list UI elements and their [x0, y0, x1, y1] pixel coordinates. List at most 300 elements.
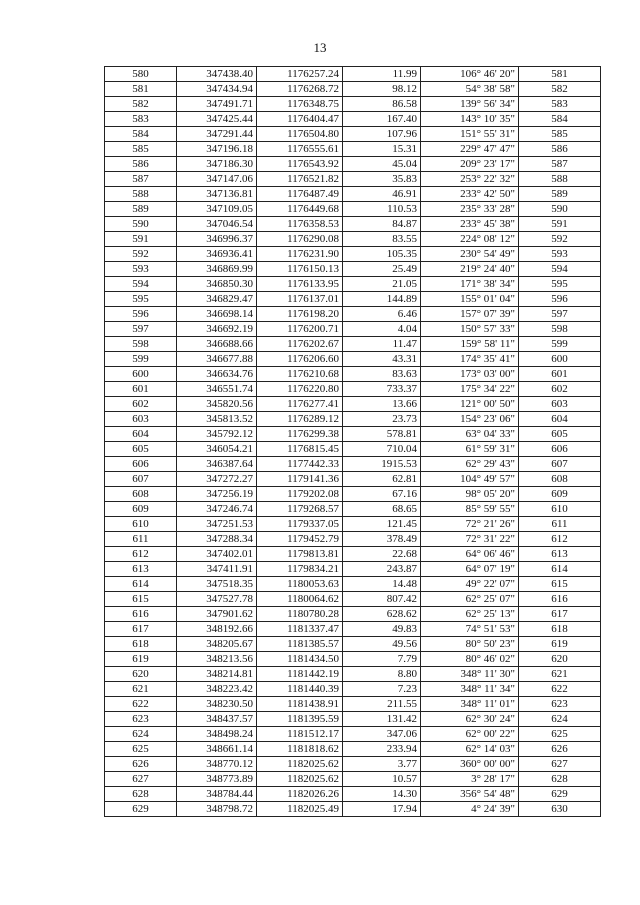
point-from-cell: 592 — [105, 247, 177, 262]
point-from-cell: 626 — [105, 757, 177, 772]
point-to-cell: 607 — [519, 457, 601, 472]
table-row — [105, 682, 601, 697]
table-row — [105, 247, 601, 262]
y-coordinate-cell: 1176210.68 — [257, 367, 343, 382]
table-row — [105, 127, 601, 142]
distance-cell: 378.49 — [343, 532, 421, 547]
point-to-cell: 583 — [519, 97, 601, 112]
table-row — [105, 712, 601, 727]
table-row — [105, 202, 601, 217]
point-to-cell: 610 — [519, 502, 601, 517]
table-row — [105, 562, 601, 577]
bearing-cell: 64° 06' 46" — [421, 547, 519, 562]
y-coordinate-cell: 1176257.24 — [257, 67, 343, 82]
point-from-cell: 615 — [105, 592, 177, 607]
table-row — [105, 187, 601, 202]
point-to-cell: 606 — [519, 442, 601, 457]
point-to-cell: 601 — [519, 367, 601, 382]
point-from-cell: 588 — [105, 187, 177, 202]
x-coordinate-cell: 346692.19 — [177, 322, 257, 337]
table-row — [105, 727, 601, 742]
y-coordinate-cell: 1181434.50 — [257, 652, 343, 667]
y-coordinate-cell: 1176206.60 — [257, 352, 343, 367]
x-coordinate-cell: 346850.30 — [177, 277, 257, 292]
point-to-cell: 595 — [519, 277, 601, 292]
table-row — [105, 532, 601, 547]
point-from-cell: 585 — [105, 142, 177, 157]
table-row — [105, 142, 601, 157]
x-coordinate-cell: 347046.54 — [177, 217, 257, 232]
table-row — [105, 97, 601, 112]
point-to-cell: 584 — [519, 112, 601, 127]
point-to-cell: 585 — [519, 127, 601, 142]
point-from-cell: 629 — [105, 802, 177, 817]
table-row — [105, 607, 601, 622]
point-to-cell: 586 — [519, 142, 601, 157]
y-coordinate-cell: 1176231.90 — [257, 247, 343, 262]
point-to-cell: 592 — [519, 232, 601, 247]
point-to-cell: 621 — [519, 667, 601, 682]
point-to-cell: 625 — [519, 727, 601, 742]
x-coordinate-cell: 345820.56 — [177, 397, 257, 412]
distance-cell: 68.65 — [343, 502, 421, 517]
distance-cell: 84.87 — [343, 217, 421, 232]
table-row — [105, 577, 601, 592]
y-coordinate-cell: 1176137.01 — [257, 292, 343, 307]
y-coordinate-cell: 1181442.19 — [257, 667, 343, 682]
table-row — [105, 772, 601, 787]
y-coordinate-cell: 1181395.59 — [257, 712, 343, 727]
point-to-cell: 602 — [519, 382, 601, 397]
point-to-cell: 593 — [519, 247, 601, 262]
point-from-cell: 618 — [105, 637, 177, 652]
point-from-cell: 594 — [105, 277, 177, 292]
point-from-cell: 607 — [105, 472, 177, 487]
x-coordinate-cell: 348213.56 — [177, 652, 257, 667]
distance-cell: 233.94 — [343, 742, 421, 757]
y-coordinate-cell: 1176200.71 — [257, 322, 343, 337]
point-to-cell: 599 — [519, 337, 601, 352]
x-coordinate-cell: 346698.14 — [177, 307, 257, 322]
bearing-cell: 224° 08' 12" — [421, 232, 519, 247]
table-row — [105, 412, 601, 427]
x-coordinate-cell: 347288.34 — [177, 532, 257, 547]
y-coordinate-cell: 1176449.68 — [257, 202, 343, 217]
x-coordinate-cell: 348498.24 — [177, 727, 257, 742]
bearing-cell: 348° 11' 30" — [421, 667, 519, 682]
bearing-cell: 61° 59' 31" — [421, 442, 519, 457]
y-coordinate-cell: 1181385.57 — [257, 637, 343, 652]
x-coordinate-cell: 347256.19 — [177, 487, 257, 502]
bearing-cell: 104° 49' 57" — [421, 472, 519, 487]
distance-cell: 7.23 — [343, 682, 421, 697]
y-coordinate-cell: 1179141.36 — [257, 472, 343, 487]
point-from-cell: 611 — [105, 532, 177, 547]
distance-cell: 121.45 — [343, 517, 421, 532]
bearing-cell: 155° 01' 04" — [421, 292, 519, 307]
x-coordinate-cell: 347196.18 — [177, 142, 257, 157]
bearing-cell: 62° 14' 03" — [421, 742, 519, 757]
bearing-cell: 106° 46' 20" — [421, 67, 519, 82]
x-coordinate-cell: 347527.78 — [177, 592, 257, 607]
distance-cell: 45.04 — [343, 157, 421, 172]
y-coordinate-cell: 1177442.33 — [257, 457, 343, 472]
point-from-cell: 604 — [105, 427, 177, 442]
distance-cell: 347.06 — [343, 727, 421, 742]
bearing-cell: 219° 24' 40" — [421, 262, 519, 277]
distance-cell: 733.37 — [343, 382, 421, 397]
distance-cell: 14.48 — [343, 577, 421, 592]
point-to-cell: 609 — [519, 487, 601, 502]
point-to-cell: 629 — [519, 787, 601, 802]
table-row — [105, 292, 601, 307]
distance-cell: 10.57 — [343, 772, 421, 787]
point-to-cell: 589 — [519, 187, 601, 202]
point-from-cell: 627 — [105, 772, 177, 787]
y-coordinate-cell: 1176290.08 — [257, 232, 343, 247]
point-from-cell: 580 — [105, 67, 177, 82]
distance-cell: 1915.53 — [343, 457, 421, 472]
bearing-cell: 121° 00' 50" — [421, 397, 519, 412]
point-from-cell: 609 — [105, 502, 177, 517]
x-coordinate-cell: 347246.74 — [177, 502, 257, 517]
x-coordinate-cell: 347272.27 — [177, 472, 257, 487]
point-to-cell: 611 — [519, 517, 601, 532]
point-from-cell: 595 — [105, 292, 177, 307]
bearing-cell: 80° 50' 23" — [421, 637, 519, 652]
x-coordinate-cell: 348798.72 — [177, 802, 257, 817]
distance-cell: 107.96 — [343, 127, 421, 142]
x-coordinate-cell: 347147.06 — [177, 172, 257, 187]
bearing-cell: 150° 57' 33" — [421, 322, 519, 337]
bearing-cell: 253° 22' 32" — [421, 172, 519, 187]
distance-cell: 15.31 — [343, 142, 421, 157]
y-coordinate-cell: 1179834.21 — [257, 562, 343, 577]
bearing-cell: 72° 21' 26" — [421, 517, 519, 532]
x-coordinate-cell: 346688.66 — [177, 337, 257, 352]
bearing-cell: 157° 07' 39" — [421, 307, 519, 322]
point-from-cell: 621 — [105, 682, 177, 697]
table-row — [105, 622, 601, 637]
point-from-cell: 624 — [105, 727, 177, 742]
point-from-cell: 602 — [105, 397, 177, 412]
table-row — [105, 217, 601, 232]
point-from-cell: 622 — [105, 697, 177, 712]
x-coordinate-cell: 348214.81 — [177, 667, 257, 682]
point-from-cell: 600 — [105, 367, 177, 382]
x-coordinate-cell: 347491.71 — [177, 97, 257, 112]
distance-cell: 86.58 — [343, 97, 421, 112]
x-coordinate-cell: 347411.91 — [177, 562, 257, 577]
point-to-cell: 619 — [519, 637, 601, 652]
x-coordinate-cell: 347518.35 — [177, 577, 257, 592]
point-from-cell: 590 — [105, 217, 177, 232]
distance-cell: 49.56 — [343, 637, 421, 652]
y-coordinate-cell: 1176289.12 — [257, 412, 343, 427]
point-to-cell: 615 — [519, 577, 601, 592]
x-coordinate-cell: 348770.12 — [177, 757, 257, 772]
point-to-cell: 623 — [519, 697, 601, 712]
y-coordinate-cell: 1181440.39 — [257, 682, 343, 697]
y-coordinate-cell: 1176198.20 — [257, 307, 343, 322]
x-coordinate-cell: 348773.89 — [177, 772, 257, 787]
distance-cell: 11.47 — [343, 337, 421, 352]
bearing-cell: 143° 10' 35" — [421, 112, 519, 127]
distance-cell: 105.35 — [343, 247, 421, 262]
bearing-cell: 62° 25' 07" — [421, 592, 519, 607]
point-to-cell: 626 — [519, 742, 601, 757]
point-to-cell: 622 — [519, 682, 601, 697]
bearing-cell: 54° 38' 58" — [421, 82, 519, 97]
y-coordinate-cell: 1176348.75 — [257, 97, 343, 112]
point-to-cell: 582 — [519, 82, 601, 97]
table-row — [105, 667, 601, 682]
distance-cell: 43.31 — [343, 352, 421, 367]
distance-cell: 8.80 — [343, 667, 421, 682]
distance-cell: 131.42 — [343, 712, 421, 727]
bearing-cell: 235° 33' 28" — [421, 202, 519, 217]
distance-cell: 4.04 — [343, 322, 421, 337]
distance-cell: 167.40 — [343, 112, 421, 127]
bearing-cell: 209° 23' 17" — [421, 157, 519, 172]
distance-cell: 35.83 — [343, 172, 421, 187]
point-from-cell: 606 — [105, 457, 177, 472]
point-to-cell: 616 — [519, 592, 601, 607]
bearing-cell: 64° 07' 19" — [421, 562, 519, 577]
point-to-cell: 596 — [519, 292, 601, 307]
distance-cell: 710.04 — [343, 442, 421, 457]
point-from-cell: 591 — [105, 232, 177, 247]
bearing-cell: 356° 54' 48" — [421, 787, 519, 802]
table-row — [105, 352, 601, 367]
point-from-cell: 601 — [105, 382, 177, 397]
distance-cell: 25.49 — [343, 262, 421, 277]
point-to-cell: 600 — [519, 352, 601, 367]
point-from-cell: 603 — [105, 412, 177, 427]
x-coordinate-cell: 345792.12 — [177, 427, 257, 442]
table-row — [105, 112, 601, 127]
bearing-cell: 233° 45' 38" — [421, 217, 519, 232]
table-row — [105, 277, 601, 292]
bearing-cell: 4° 24' 39" — [421, 802, 519, 817]
x-coordinate-cell: 347291.44 — [177, 127, 257, 142]
x-coordinate-cell: 348437.57 — [177, 712, 257, 727]
bearing-cell: 63° 04' 33" — [421, 427, 519, 442]
point-from-cell: 620 — [105, 667, 177, 682]
bearing-cell: 173° 03' 00" — [421, 367, 519, 382]
x-coordinate-cell: 347109.05 — [177, 202, 257, 217]
bearing-cell: 230° 54' 49" — [421, 247, 519, 262]
point-to-cell: 605 — [519, 427, 601, 442]
bearing-cell: 360° 00' 00" — [421, 757, 519, 772]
point-from-cell: 614 — [105, 577, 177, 592]
table-row — [105, 592, 601, 607]
table-row — [105, 232, 601, 247]
distance-cell: 13.66 — [343, 397, 421, 412]
x-coordinate-cell: 346551.74 — [177, 382, 257, 397]
point-from-cell: 586 — [105, 157, 177, 172]
y-coordinate-cell: 1179268.57 — [257, 502, 343, 517]
point-from-cell: 605 — [105, 442, 177, 457]
table-row — [105, 262, 601, 277]
point-from-cell: 623 — [105, 712, 177, 727]
point-from-cell: 613 — [105, 562, 177, 577]
y-coordinate-cell: 1176358.53 — [257, 217, 343, 232]
bearing-cell: 154° 23' 06" — [421, 412, 519, 427]
y-coordinate-cell: 1182026.26 — [257, 787, 343, 802]
y-coordinate-cell: 1181818.62 — [257, 742, 343, 757]
x-coordinate-cell: 347438.40 — [177, 67, 257, 82]
x-coordinate-cell: 346054.21 — [177, 442, 257, 457]
y-coordinate-cell: 1179813.81 — [257, 547, 343, 562]
distance-cell: 14.30 — [343, 787, 421, 802]
table-row — [105, 697, 601, 712]
y-coordinate-cell: 1176268.72 — [257, 82, 343, 97]
coordinates-table — [104, 66, 601, 817]
point-from-cell: 583 — [105, 112, 177, 127]
y-coordinate-cell: 1176543.92 — [257, 157, 343, 172]
point-from-cell: 619 — [105, 652, 177, 667]
x-coordinate-cell: 347251.53 — [177, 517, 257, 532]
y-coordinate-cell: 1176815.45 — [257, 442, 343, 457]
bearing-cell: 85° 59' 55" — [421, 502, 519, 517]
y-coordinate-cell: 1176521.82 — [257, 172, 343, 187]
point-from-cell: 612 — [105, 547, 177, 562]
table-row — [105, 487, 601, 502]
y-coordinate-cell: 1182025.62 — [257, 772, 343, 787]
table-row — [105, 637, 601, 652]
point-from-cell: 599 — [105, 352, 177, 367]
y-coordinate-cell: 1181438.91 — [257, 697, 343, 712]
distance-cell: 628.62 — [343, 607, 421, 622]
point-to-cell: 618 — [519, 622, 601, 637]
table-row — [105, 502, 601, 517]
bearing-cell: 49° 22' 07" — [421, 577, 519, 592]
point-from-cell: 616 — [105, 607, 177, 622]
x-coordinate-cell: 347434.94 — [177, 82, 257, 97]
bearing-cell: 348° 11' 01" — [421, 697, 519, 712]
distance-cell: 62.81 — [343, 472, 421, 487]
y-coordinate-cell: 1180053.63 — [257, 577, 343, 592]
table-row — [105, 472, 601, 487]
point-to-cell: 603 — [519, 397, 601, 412]
table-row — [105, 382, 601, 397]
y-coordinate-cell: 1182025.62 — [257, 757, 343, 772]
point-to-cell: 614 — [519, 562, 601, 577]
distance-cell: 98.12 — [343, 82, 421, 97]
bearing-cell: 348° 11' 34" — [421, 682, 519, 697]
y-coordinate-cell: 1176202.67 — [257, 337, 343, 352]
distance-cell: 23.73 — [343, 412, 421, 427]
bearing-cell: 229° 47' 47" — [421, 142, 519, 157]
x-coordinate-cell: 347136.81 — [177, 187, 257, 202]
distance-cell: 243.87 — [343, 562, 421, 577]
y-coordinate-cell: 1176150.13 — [257, 262, 343, 277]
x-coordinate-cell: 347425.44 — [177, 112, 257, 127]
x-coordinate-cell: 348230.50 — [177, 697, 257, 712]
bearing-cell: 62° 29' 43" — [421, 457, 519, 472]
bearing-cell: 175° 34' 22" — [421, 382, 519, 397]
bearing-cell: 62° 25' 13" — [421, 607, 519, 622]
y-coordinate-cell: 1176504.80 — [257, 127, 343, 142]
point-from-cell: 581 — [105, 82, 177, 97]
point-to-cell: 597 — [519, 307, 601, 322]
y-coordinate-cell: 1176555.61 — [257, 142, 343, 157]
point-from-cell: 593 — [105, 262, 177, 277]
point-to-cell: 620 — [519, 652, 601, 667]
point-from-cell: 625 — [105, 742, 177, 757]
x-coordinate-cell: 346996.37 — [177, 232, 257, 247]
y-coordinate-cell: 1180780.28 — [257, 607, 343, 622]
y-coordinate-cell: 1179337.05 — [257, 517, 343, 532]
x-coordinate-cell: 345813.52 — [177, 412, 257, 427]
y-coordinate-cell: 1179202.08 — [257, 487, 343, 502]
bearing-cell: 151° 55' 31" — [421, 127, 519, 142]
point-to-cell: 604 — [519, 412, 601, 427]
bearing-cell: 62° 00' 22" — [421, 727, 519, 742]
point-to-cell: 594 — [519, 262, 601, 277]
point-to-cell: 598 — [519, 322, 601, 337]
table-row — [105, 457, 601, 472]
x-coordinate-cell: 346936.41 — [177, 247, 257, 262]
table-row — [105, 652, 601, 667]
table-row — [105, 67, 601, 82]
y-coordinate-cell: 1176404.47 — [257, 112, 343, 127]
y-coordinate-cell: 1176133.95 — [257, 277, 343, 292]
point-from-cell: 598 — [105, 337, 177, 352]
x-coordinate-cell: 346387.64 — [177, 457, 257, 472]
x-coordinate-cell: 348661.14 — [177, 742, 257, 757]
point-from-cell: 589 — [105, 202, 177, 217]
point-to-cell: 588 — [519, 172, 601, 187]
table-row — [105, 802, 601, 817]
distance-cell: 144.89 — [343, 292, 421, 307]
table-row — [105, 517, 601, 532]
bearing-cell: 80° 46' 02" — [421, 652, 519, 667]
point-from-cell: 587 — [105, 172, 177, 187]
table-row — [105, 157, 601, 172]
bearing-cell: 174° 35' 41" — [421, 352, 519, 367]
table-row — [105, 172, 601, 187]
x-coordinate-cell: 347402.01 — [177, 547, 257, 562]
bearing-cell: 74° 51' 53" — [421, 622, 519, 637]
distance-cell: 67.16 — [343, 487, 421, 502]
distance-cell: 211.55 — [343, 697, 421, 712]
table-row — [105, 757, 601, 772]
x-coordinate-cell: 346634.76 — [177, 367, 257, 382]
point-to-cell: 612 — [519, 532, 601, 547]
bearing-cell: 171° 38' 34" — [421, 277, 519, 292]
point-from-cell: 610 — [105, 517, 177, 532]
distance-cell: 83.55 — [343, 232, 421, 247]
table-row — [105, 82, 601, 97]
y-coordinate-cell: 1179452.79 — [257, 532, 343, 547]
table-row — [105, 787, 601, 802]
table-row — [105, 742, 601, 757]
point-from-cell: 628 — [105, 787, 177, 802]
x-coordinate-cell: 346869.99 — [177, 262, 257, 277]
table-row — [105, 547, 601, 562]
point-to-cell: 587 — [519, 157, 601, 172]
distance-cell: 49.83 — [343, 622, 421, 637]
distance-cell: 11.99 — [343, 67, 421, 82]
y-coordinate-cell: 1176220.80 — [257, 382, 343, 397]
y-coordinate-cell: 1176487.49 — [257, 187, 343, 202]
table-row — [105, 322, 601, 337]
point-to-cell: 630 — [519, 802, 601, 817]
x-coordinate-cell: 347186.30 — [177, 157, 257, 172]
x-coordinate-cell: 348205.67 — [177, 637, 257, 652]
